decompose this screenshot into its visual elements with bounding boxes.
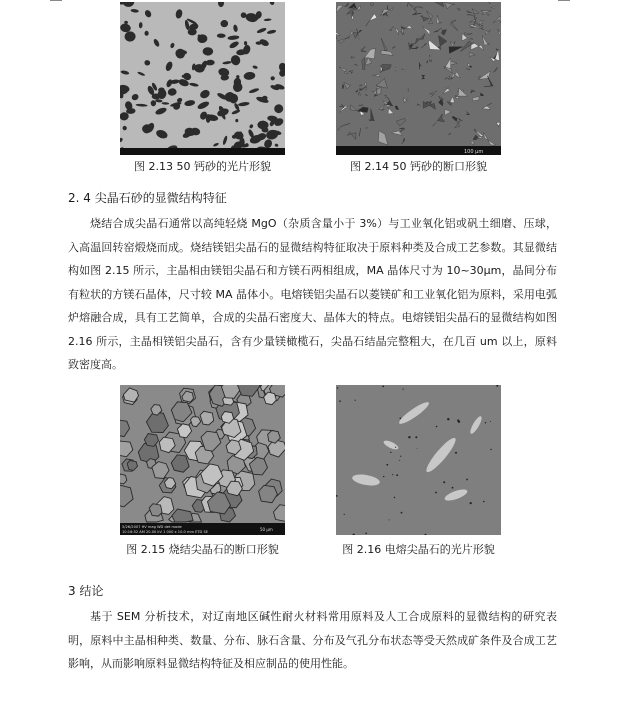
micrograph-texture	[490, 421, 491, 422]
figure-2-13-micrograph	[120, 2, 285, 155]
micrograph-texture	[120, 148, 285, 155]
micrograph-texture	[447, 418, 449, 420]
figure-2-15-databar-line2: 10:16:52 AM 20.00 kV 1 000 x 10.0 mm ETD SE	[122, 530, 209, 534]
micrograph-texture	[415, 436, 417, 438]
micrograph-texture	[339, 400, 341, 402]
section-2-4-text: 烧结合成尖晶石通常以高纯轻烧 MgO（杂质含量小于 3%）与工业氧化铝或矾土细磨、压球，入高温回转窑煅烧而成。烧结镁铝尖晶石的显微结构特征取决于原料种类及合成工艺参数。其显微结构如图 2.15 所示，主晶相由镁铝尖晶石和方镁石两相组成，MA 晶体尺寸为 10~30μm，晶间分布有粒状的方镁石晶体，尺寸较 MA 晶体小。电熔镁铝尖晶石以菱镁矿和工业氧化铝为原料，采用电弧炉熔融合成，具有工艺简单，合成的尖晶石密度大、晶体大的特点。电熔镁铝尖晶石的显微结构如图 2.16 所示，主晶相镁铝尖晶石，含有少量镁橄榄石，尖晶石结晶完整粗大，在几百 um 以上，原料致密度高。	[68, 217, 557, 371]
figure-2-16-caption: 图 2.16 电熔尖晶石的光片形貌	[342, 543, 495, 556]
micrograph-texture	[396, 474, 398, 476]
micrograph-texture	[417, 448, 418, 449]
figure-2-13-caption: 图 2.13 50 钙砂的光片形貌	[134, 160, 271, 173]
page-corner-mark-right	[558, 0, 570, 3]
figure-2-15-caption: 图 2.15 烧结尖晶石的断口形貌	[126, 543, 279, 556]
figure-2-15-scale-label: 50 μm	[260, 527, 273, 532]
micrograph-texture	[371, 3, 374, 6]
micrograph-texture	[400, 456, 401, 457]
section-3-heading: 3 结论	[68, 584, 104, 598]
section-3-text: 基于 SEM 分析技术，对辽南地区碱性耐火材料常用原料及人工合成原料的显微结构的研究表明，原料中主晶相种类、数量、分布、脉石含量、分布及气孔分布状态等受天然成矿条件及合成工艺影响，从而影响原料显微结构特征及相应制品的使用性能。	[68, 610, 557, 670]
micrograph-texture	[483, 501, 485, 503]
micrograph-texture	[344, 514, 345, 515]
micrograph-texture	[382, 386, 384, 388]
section-2-4-paragraph	[68, 212, 557, 377]
micrograph-texture	[394, 497, 395, 498]
micrograph-texture	[455, 452, 457, 454]
micrograph-texture	[457, 419, 459, 421]
figure-2-16-micrograph	[336, 385, 501, 535]
micrograph-texture	[403, 389, 404, 390]
figure-2-15-micrograph	[120, 385, 285, 535]
micrograph-texture	[389, 519, 390, 520]
micrograph-texture	[355, 400, 356, 401]
micrograph-texture	[408, 436, 410, 438]
micrograph-texture	[392, 474, 393, 475]
micrograph-texture	[470, 502, 472, 504]
micrograph-texture	[400, 418, 402, 420]
figure-2-14-scale-label: 100 μm	[464, 149, 484, 155]
section-3-paragraph	[68, 605, 557, 676]
figure-2-14-caption: 图 2.14 50 钙砂的断口形貌	[350, 160, 487, 173]
figure-2-14-micrograph	[336, 2, 501, 155]
micrograph-texture	[395, 447, 396, 448]
micrograph-texture	[436, 426, 438, 428]
micrograph-texture	[443, 481, 445, 483]
micrograph-texture	[452, 487, 454, 489]
micrograph-texture	[399, 460, 400, 461]
micrograph-texture	[337, 387, 338, 388]
micrograph-texture	[383, 476, 384, 477]
micrograph-texture	[466, 479, 468, 481]
micrograph-texture	[401, 512, 403, 514]
micrograph-texture	[386, 464, 388, 466]
section-2-4-heading: 2. 4 尖晶石砂的显微结构特征	[68, 191, 227, 205]
figure-2-15-databar-line1: 5/26/2007 HV mag WD det mode	[122, 525, 182, 529]
micrograph-texture	[490, 449, 491, 450]
micrograph-texture	[365, 533, 367, 535]
micrograph-texture	[485, 422, 486, 423]
micrograph-texture	[390, 452, 391, 453]
page-corner-mark-left	[50, 0, 62, 3]
micrograph-texture	[435, 492, 437, 494]
